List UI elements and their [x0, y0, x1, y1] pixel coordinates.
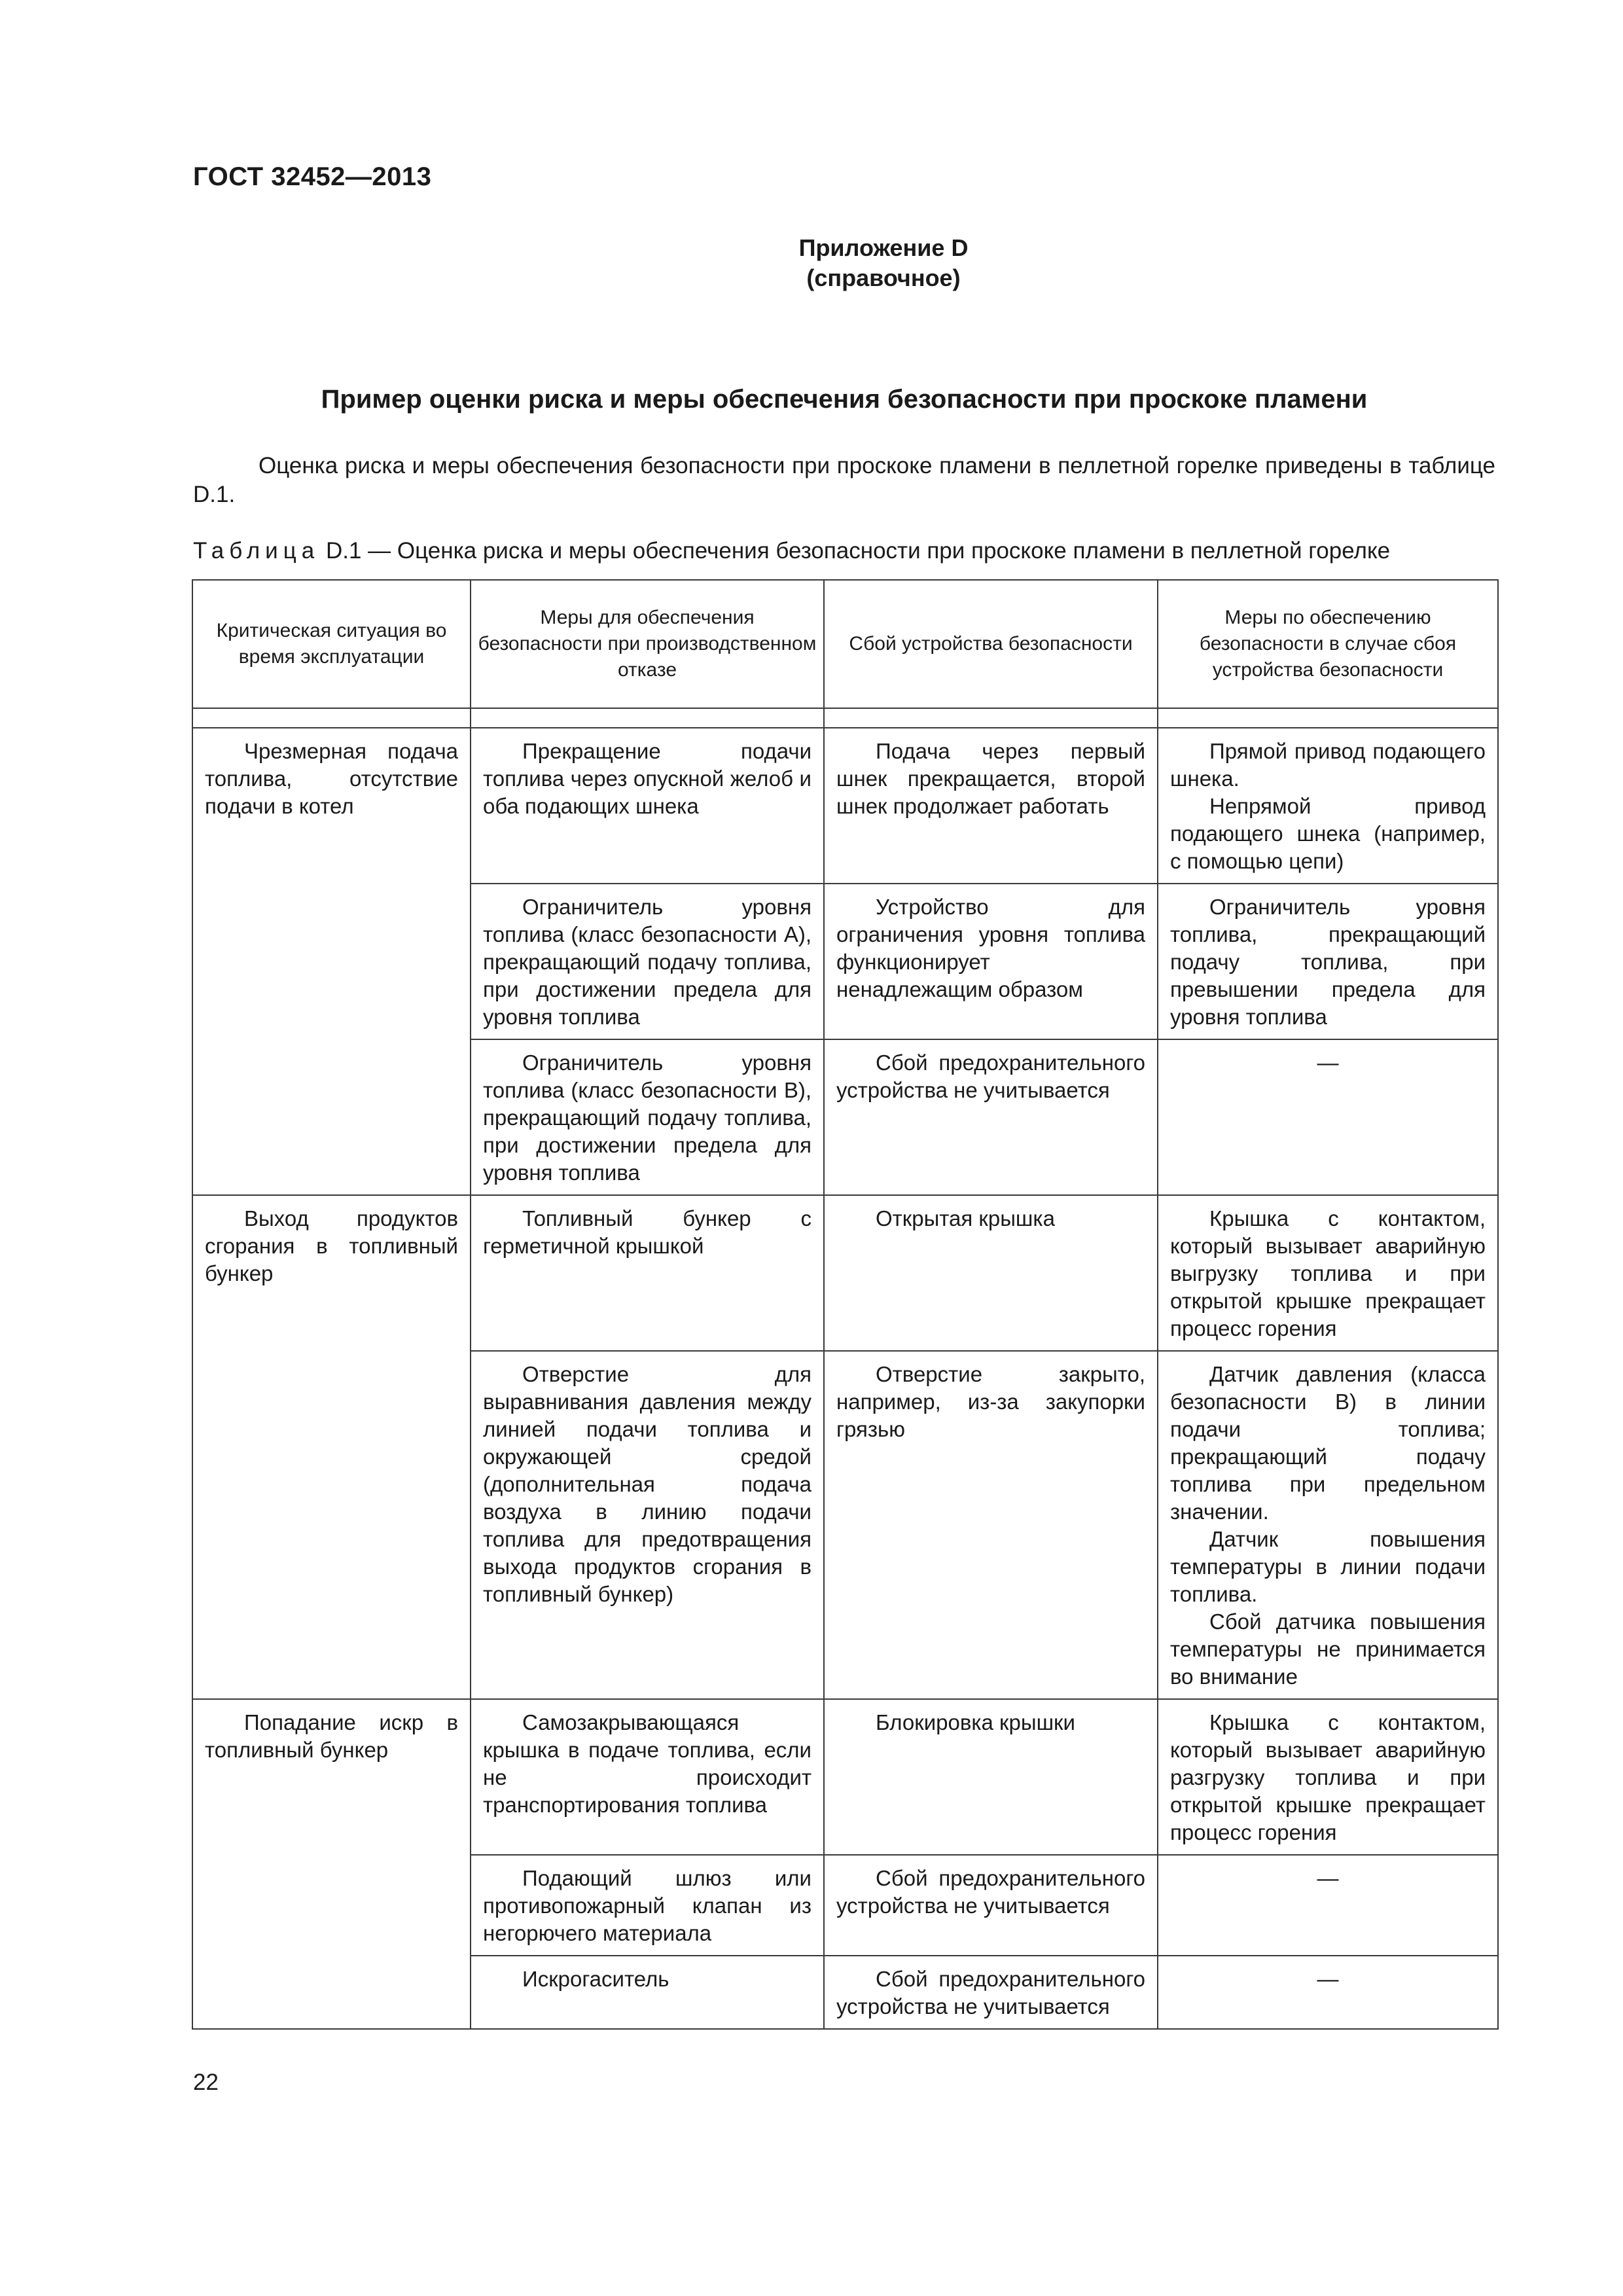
header-situation: Критическая ситуация во время эксплуатации [192, 580, 471, 708]
failure-measures-text: Ограничитель уровня топлива, прекращающий подачу топлива, при превышении предела для уровня топлива [1170, 895, 1486, 1029]
failure-text: Устройство для ограничения уровня топлива функционирует ненадлежащим образом [836, 895, 1145, 1001]
failure-measures-text: Крышка с контактом, который вызывает аварийную выгрузку топлива и при открытой крышке прекращает процесс горения [1170, 1206, 1486, 1340]
page-number: 22 [193, 2070, 219, 2095]
header-failure-measures: Меры по обеспечению безопасности в случае сбоя устройства безопасности [1158, 580, 1498, 708]
failure-measures-text: Датчик давления (класса безопасности В) в линии подачи топлива; прекращающий подачу топлива при предельном значении. [1170, 1362, 1486, 1524]
failure-measures-text: Сбой датчика повышения температуры не принимается во внимание [1170, 1609, 1486, 1689]
measures-text: Самозакрывающаяся крышка в подаче топлива, если не происходит транспортирования топлива [483, 1710, 812, 1817]
dash-placeholder: — [1317, 1967, 1339, 1991]
failure-cell [824, 1039, 1158, 1195]
failure-text: Блокировка крышки [876, 1710, 1075, 1734]
dash-placeholder: — [1317, 1866, 1339, 1890]
failure-cell [824, 1195, 1158, 1351]
failure-cell [824, 1351, 1158, 1699]
failure-measures-cell [1158, 1351, 1498, 1699]
measures-text: Топливный бункер с герметичной крышкой [483, 1206, 812, 1258]
table-caption-text: — Оценка риска и меры обеспечения безопасности при проскоке пламени в пеллетной горелке [368, 538, 1391, 564]
failure-text: Отверстие закрыто, например, из-за закупорки грязью [836, 1362, 1145, 1441]
failure-measures-text: Датчик повышения температуры в линии подачи топлива. [1170, 1527, 1486, 1606]
measures-cell [471, 1855, 824, 1956]
failure-measures-cell [1158, 1195, 1498, 1351]
failure-measures-text: Крышка с контактом, который вызывает аварийную разгрузку топлива и при открытой крышке прекращает процесс горения [1170, 1710, 1486, 1844]
failure-measures-cell [1158, 884, 1498, 1039]
table-caption-label: Таблица [193, 538, 320, 564]
failure-measures-cell [1158, 1956, 1498, 2029]
failure-measures-text: Непрямой привод подающего шнека (например, с помощью цепи) [1170, 794, 1486, 873]
header-measures: Меры для обеспечения безопасности при производственном отказе [471, 580, 824, 708]
measures-cell [471, 1351, 824, 1699]
failure-text: Сбой предохранительного устройства не учитывается [836, 1050, 1145, 1102]
measures-cell [471, 1699, 824, 1855]
situation-cell [192, 1195, 471, 1699]
failure-cell [824, 1956, 1158, 2029]
situation-text: Чрезмерная подача топлива, отсутствие подачи в котел [205, 739, 458, 818]
failure-text: Открытая крышка [876, 1206, 1055, 1230]
annex-title: Приложение D [798, 234, 969, 261]
failure-measures-cell [1158, 1699, 1498, 1855]
measures-cell [471, 728, 824, 884]
header-spacer-row [192, 708, 1498, 728]
failure-cell [824, 728, 1158, 884]
measures-text: Ограничитель уровня топлива (класс безопасности В), прекращающий подачу топлива, при достижении предела для уровня топлива [483, 1050, 812, 1185]
measures-cell [471, 1039, 824, 1195]
measures-text: Отверстие для выравнивания давления между линией подачи топлива и окружающей средой (дополнительная подача воздуха в линию подачи топлива для предотвращения выхода продуктов сгорания в топливный бункер) [483, 1362, 812, 1606]
measures-text: Искрогаситель [522, 1967, 669, 1991]
situation-cell [192, 728, 471, 1195]
measures-cell [471, 884, 824, 1039]
annex-heading [654, 233, 1113, 293]
table-header-row [192, 580, 1498, 708]
table-row [192, 1195, 1498, 1351]
failure-text: Подача через первый шнек прекращается, второй шнек продолжает работать [836, 739, 1145, 818]
situation-text: Попадание искр в топливный бункер [205, 1710, 458, 1762]
failure-measures-cell [1158, 1855, 1498, 1956]
failure-cell [824, 1855, 1158, 1956]
situation-cell [192, 1699, 471, 2029]
table-row [192, 728, 1498, 884]
measures-text: Прекращение подачи топлива через опускной желоб и оба подающих шнека [483, 739, 812, 818]
table-caption [193, 538, 1390, 564]
failure-measures-cell [1158, 728, 1498, 884]
header-failure: Сбой устройства безопасности [824, 580, 1158, 708]
situation-text: Выход продуктов сгорания в топливный бункер [205, 1206, 458, 1285]
failure-text: Сбой предохранительного устройства не учитывается [836, 1967, 1145, 2018]
failure-cell [824, 884, 1158, 1039]
risk-table [192, 579, 1499, 2030]
measures-text: Ограничитель уровня топлива (класс безопасности А), прекращающий подачу топлива, при достижении предела для уровня топлива [483, 895, 812, 1029]
intro-paragraph: Оценка риска и меры обеспечения безопасности при проскоке пламени в пеллетной горелке приведены в таблице D.1. [193, 453, 1495, 507]
measures-cell [471, 1195, 824, 1351]
annex-subtitle: (справочное) [806, 264, 961, 291]
failure-measures-cell [1158, 1039, 1498, 1195]
standard-id: ГОСТ 32452—2013 [193, 162, 432, 191]
measures-text: Подающий шлюз или противопожарный клапан из негорючего материала [483, 1866, 812, 1945]
dash-placeholder: — [1317, 1050, 1339, 1075]
failure-cell [824, 1699, 1158, 1855]
section-title: Пример оценки риска и меры обеспечения безопасности при проскоке пламени [321, 385, 1368, 414]
table-row [192, 1699, 1498, 1855]
failure-measures-text: Прямой привод подающего шнека. [1170, 739, 1486, 791]
measures-cell [471, 1956, 824, 2029]
table-caption-number: D.1 [325, 538, 362, 564]
failure-text: Сбой предохранительного устройства не учитывается [836, 1866, 1145, 1918]
